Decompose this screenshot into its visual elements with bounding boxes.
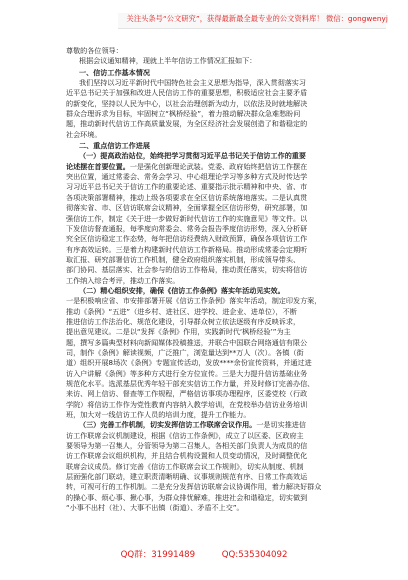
text-line: 推进信访工作法治化、规范化建设，引导群众树立依法逐级有序反映诉求， xyxy=(66,316,301,326)
text-line: 推动《条例》“五进”（进乡村、进社区、进学校、进企业、进单位），不断 xyxy=(66,306,297,316)
section2-heading: 二、重点信访工作进展 xyxy=(79,141,150,151)
text-line: 下发信访督查通报，每季度向常委会、常务会报告季度信访形势，深入分析研 xyxy=(66,223,308,233)
text-span: 一是强化创新理论武装。党委、政府始终把信访工作摆在 xyxy=(129,161,308,171)
text-line: 题，撰写多篇典型材料向新闻媒体投稿推送，并联合中国联合网络通信有限公 xyxy=(66,337,308,347)
text-line: 司，制作《条例》解读视频，广泛推广，浏览量达到**万人（次）。各镇（街 xyxy=(66,347,304,357)
text-line: 取汇报、研究部署信访工作机制，健全政府组织落实机制，形成领导带头、 xyxy=(66,254,301,264)
text-line: 近平总书记关于加强和改进人民信访工作的重要思想，积极适应社会主要矛盾 xyxy=(66,88,308,98)
text-line: 学院）将信访工作作为党性教育内容纳入教学培训，在党校举办信访业务培训 xyxy=(66,399,308,409)
footer-contact xyxy=(0,548,408,560)
text-line: 的新变化，坚持以人民为中心，以社会治理创新为动力，以依法及时就地解决 xyxy=(66,98,308,108)
text-span: 一是切实推进信 xyxy=(256,420,306,430)
text-line: 层面强化部门联动，建立职责清晰明确、议事规则规范有序、日常工作高效运 xyxy=(66,472,308,482)
subsection1-heading: （一）提高政治站位，始终把学习贯彻习近平总书记关于信访工作的重要 xyxy=(79,151,306,161)
text-line: 我们坚持以习近平新时代中国特色社会主义思想为指导，深入贯彻落实习 xyxy=(79,78,306,88)
text-line: 工作纳入综合考评，推动工作落实。 xyxy=(66,275,180,285)
subsection2 xyxy=(66,286,358,420)
text-line: 究全区信访稳定工作态势，每年把信访经费纳入财政预算，确保各项信访工作 xyxy=(66,234,308,244)
text-line: 提出意见建议。二是以“发挥《条例》作用，实践新时代‘枫桥经验’”为主 xyxy=(66,327,291,337)
text-line: 访工作联席会议机制建设，根据《信访工作条例》，成立了以区委、区政府主 xyxy=(66,430,304,440)
text-line: 访工作联席会议组织机构，并且结合机构设置和人员变动情况，及时调整优化 xyxy=(66,451,308,461)
text-line xyxy=(66,162,358,172)
footer-qq-number: QQ:535304092 xyxy=(221,550,288,560)
text-line: 班，加大对一线信访工作人员的培训力度，提升工作能力。 xyxy=(66,410,251,420)
text-line: 强信访工作，制定《关于进一步做好新时代信访工作的实施意见》等文件。以 xyxy=(66,213,308,223)
text-line: 题，推动新时代信访工作高质量发展，为全区经济社会发展创造了和谐稳定的 xyxy=(66,119,308,129)
text-line: 的操心事、烦心事、揪心事，为群众排忧解难，推进社会和谐稳定，切实做到 xyxy=(66,492,308,502)
document-body xyxy=(66,46,358,513)
header-promo-text: 关注头条号“公文研究”，获得最新最全最专业的公文资料库！ 微信：gongwenyj xyxy=(126,14,388,23)
section1-paragraph xyxy=(66,78,358,140)
text-line: 各项决策部署精神，推动上级各项要求在全区信访系统落地落实。二是认真贯 xyxy=(66,192,308,202)
text-line: 群众合理诉求为目标，牢固树立“枫桥经验”，着力推动解决群众急难愁盼问 xyxy=(66,109,301,119)
text-line: 一是积极响应省、市安排部署开展《信访工作条例》落实年活动，制定印发方案， xyxy=(66,296,322,306)
text-line: 社会环境。 xyxy=(66,129,102,139)
text-line: 转，可视可行的工作机制。二是充分发挥信访联席会议协调作用，着力解决好群众 xyxy=(66,482,322,492)
subsection1 xyxy=(66,151,358,285)
text-line: 道）组织开展8场次《条例》专题宣传活动，发放****余份宣传资料，并通过进 xyxy=(66,358,312,368)
text-line: “小事不出村（社）、大事不出镇（街道）、矛盾不上交”。 xyxy=(66,503,244,513)
text-line: 来访、网上信访、督查等工作规程，严格信访事项办理程序，区委党校（行政 xyxy=(66,389,308,399)
text-line: 习习近平总书记关于信访工作的重要论述、重要指示批示精神和中央、省、市 xyxy=(66,182,308,192)
subsection3-heading: （三）完善工作机制，切实发挥信访工作联席会议作用。 xyxy=(79,420,257,430)
text-line: 要领导为第一召集人，分管领导为第二召集人，各相关部门负责人为成员的信 xyxy=(66,441,308,451)
intro-paragraph: 根据会议通知精神，现就上半年信访工作情况汇报如下： xyxy=(79,56,257,66)
subsection3 xyxy=(66,420,358,513)
text-line: 联席会议成员。修订完善《信访工作联席会议工作规则》，切实从制度、机制 xyxy=(66,461,304,471)
text-line: 规范化水平。选派基层优秀年轻干部充实信访工作力量，并及时修订完善办信、 xyxy=(66,379,315,388)
footer-qq-group: QQ群：31991489 xyxy=(120,550,196,560)
text-line: 访入户讲解《条例》等多种方式进行全方位宣传。三是大力提升信访基础业务 xyxy=(66,368,308,378)
text-line: 彻落实省、市、区信访联席会议精神，全面掌握全区信访形势，研究部署，加 xyxy=(66,203,308,213)
text-line: 部门协同、基层落实、社会参与的信访工作格局，推动责任落实，切实将信访 xyxy=(66,265,308,275)
section1-heading: 一、信访工作基本情况 xyxy=(79,67,150,77)
subsection2-heading: （二）精心组织安排，确保《信访工作条例》落实年活动见实效。 xyxy=(79,285,285,295)
text-line: 有序高效运转。三是着力构建新时代信访工作新格局。推动形成常委会定期听 xyxy=(66,244,308,254)
text-line xyxy=(66,420,358,430)
text-line: 突出位置，通过常委会、常务会学习、中心组理论学习等多种方式及时传达学 xyxy=(66,172,308,182)
subsection1-heading-cont: 论述摆在首要位置。 xyxy=(66,161,130,171)
salutation: 尊敬的各位领导： xyxy=(66,46,123,55)
